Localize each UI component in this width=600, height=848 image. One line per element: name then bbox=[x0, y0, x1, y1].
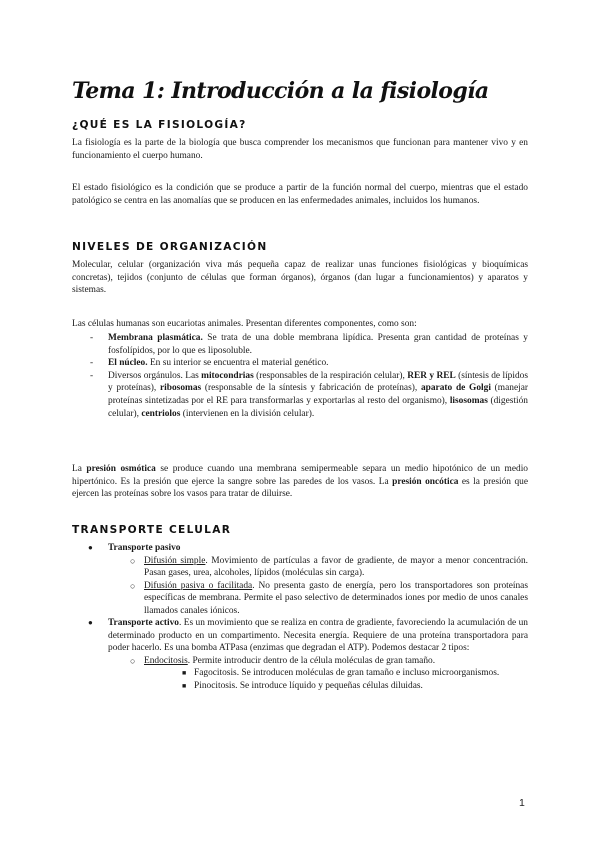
paragraph-levels: Molecular, celular (organización viva más pequeña capaz de realizar unas funciones fisiológicas y bioquímicas concretas), tejidos (conjunto de células que forman órganos), órganos (dan lugar a funcionamientos) y aparatos y sistemas. bbox=[72, 260, 528, 296]
list-item-nucleus: - El núcleo. En su interior se encuentra el material genético. bbox=[72, 357, 528, 370]
paragraph-pressure: La presión osmótica se produce cuando una membrana semipermeable separa un medio hipotónico de un medio hipertónico. Es la presión que ejerce la sangre sobre las paredes de los vasos. La presión oncótica es la presión que ejercen las proteínas sobre los vasos para tratar de diluirse. bbox=[72, 464, 528, 500]
endocytosis-subtypes-list bbox=[144, 667, 528, 692]
list-item-endocytosis: ○ Endocitosis. Permite introducir dentro de la célula moléculas de gran tamaño. ■ Fagocitosis. Se introducen moléculas de gran tamaño e incluso microorganismos. ■ Pinocitosis. Se introduce líquido y pequeñas células diluidas. bbox=[108, 655, 528, 693]
heading-transporte-celular: TRANSPORTE CELULAR bbox=[72, 524, 232, 536]
paragraph-cells-intro: Las células humanas son eucariotas animales. Presentan diferentes componentes, como son: bbox=[72, 319, 417, 329]
heading-que-es-fisiologia: ¿QUÉ ES LA FISIOLOGÍA? bbox=[72, 119, 247, 131]
list-item-facilitated-diffusion: ○ Difusión pasiva o facilitada. No presenta gasto de energía, pero los transportadores son proteínas específicas de membrana. Permite el paso selectivo de determinados iones por medio de unos canales llamados canales iónicos. bbox=[108, 580, 528, 618]
list-item-phagocytosis: ■ Fagocitosis. Se introducen moléculas de gran tamaño e incluso microorganismos. bbox=[144, 667, 528, 680]
paragraph-definition: La fisiología es la parte de la biología que busca comprender los mecanismos que funcionan para mantener vivo y en funcionamiento el cuerpo humano. bbox=[72, 138, 528, 161]
page-title: Tema 1: Introducción a la fisiología bbox=[72, 78, 489, 104]
active-subtypes-list bbox=[108, 655, 528, 693]
paragraph-states: El estado fisiológico es la condición que se produce a partir de la función normal del cuerpo, mientras que el estado patológico se centra en las anomalías que se producen en las enfermedades animales, incluidos los humanos. bbox=[72, 183, 528, 206]
list-item-membrane: - Membrana plasmática. Se trata de una doble membrana lipídica. Presenta gran cantidad de proteínas y fosfolípidos, por lo que es liposoluble. bbox=[72, 332, 528, 357]
passive-subtypes-list bbox=[108, 555, 528, 618]
cell-components-list bbox=[72, 332, 528, 420]
list-item-pinocytosis: ■ Pinocitosis. Se introduce líquido y pequeñas células diluidas. bbox=[144, 680, 528, 693]
transport-list-active bbox=[72, 617, 528, 693]
transport-list-passive bbox=[72, 542, 528, 618]
list-item-passive-transport: ● Transporte pasivo ○ Difusión simple. Movimiento de partículas a favor de gradiente, de mayor a menor concentración. Pasan gases, urea, alcoholes, lípidos (moléculas sin carga). ○ Difusión pasiva o facilitada. No presenta gasto de energía, pero los transportadores son proteínas específicas de membrana. Permite el paso selectivo de determinados iones por medio de unos canales llamados canales iónicos. bbox=[72, 542, 528, 618]
list-item-organelles: - Diversos orgánulos. Las mitocondrias (responsables de la respiración celular), RER y REL (síntesis de lípidos y proteínas), ribosomas (responsable de la síntesis y fabricación de proteínas), aparato de Golgi (manejar proteínas sintetizadas por el RE para transformarlas y exportarlas al resto del organismo), lisosomas (digestión celular), centriolos (intervienen en la división celular). bbox=[72, 370, 528, 420]
list-item-active-transport: ● Transporte activo. Es un movimiento que se realiza en contra de gradiente, favoreciendo la acumulación de un determinado producto en un compartimento. Necesita energía. Requiere de una proteína transportadora para poder hacerlo. Es una bomba ATPasa (enzimas que degradan el ATP). Podemos destacar 2 tipos: ○ Endocitosis. Permite introducir dentro de la célula moléculas de gran tamaño. ■ Fagocitosis. Se introducen moléculas de gran tamaño e incluso microorganismos. ■ Pinocitosis. Se introduce líquido y pequeñas células diluidas. bbox=[72, 617, 528, 693]
list-item-simple-diffusion: ○ Difusión simple. Movimiento de partículas a favor de gradiente, de mayor a menor concentración. Pasan gases, urea, alcoholes, lípidos (moléculas sin carga). bbox=[108, 555, 528, 580]
page-number: 1 bbox=[519, 797, 525, 809]
heading-niveles-organizacion: NIVELES DE ORGANIZACIÓN bbox=[72, 241, 268, 253]
